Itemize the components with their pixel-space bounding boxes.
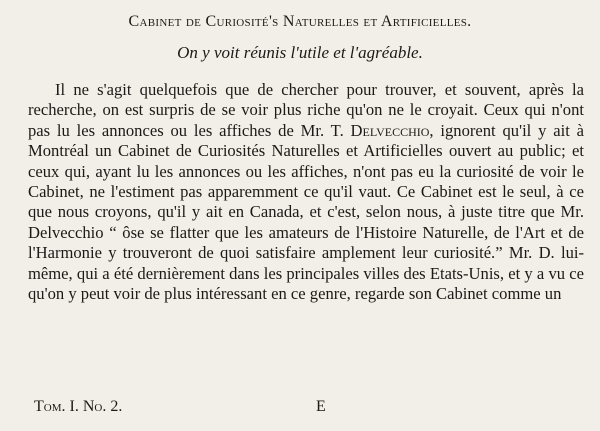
page-footer — [0, 398, 600, 420]
paragraph-text-part2: , ignorent qu'il y ait à Montréal un Cabinet de Curiosités Naturelles et Artificielles ouvert au public; et ceux qui, ayant lu les annonces ou les affiches, n'ont pas eu la curiosité de voir le Cabinet, ne l'estiment pas apparemment ce qu'il vaut. Ce Cabinet est le seul, à ce que nous croyons, qu'il y ait en Canada, et c'est, selon nous, à juste titre que Mr. Delvecchio “ ôse se flatter que les amateurs de l'Histoire Naturelle, de l'Art et de l'Harmonie y trouveront de quoi satisfaire amplement leur curiosité.” Mr. D. lui-même, qui a été dernièrement dans les principales villes des Etats-Unis, et y a vu ce qu'on y peut voir de plus intéressant en ce genre, regarde son Cabinet comme un — [28, 120, 584, 304]
volume-number: Tom. I. No. 2. — [34, 398, 123, 415]
article-paragraph — [28, 80, 584, 304]
paragraph-name: Delvecchio — [350, 120, 430, 140]
paragraph-text-part1: Il ne s'agit quelquefois que de chercher pour trouver, et souvent, après la recherche, on est surpris de se voir plus riche qu'on ne le croyait. Ceux qui n'ont pas lu les annonces ou les affiches de Mr. T. — [28, 80, 584, 140]
article-subtitle: On y voit réunis l'utile et l'agréable. — [177, 43, 423, 62]
article-title: Cabinet de Curiosité's Naturelles et Artificielles. — [128, 13, 472, 30]
signature-mark: E — [316, 398, 326, 415]
